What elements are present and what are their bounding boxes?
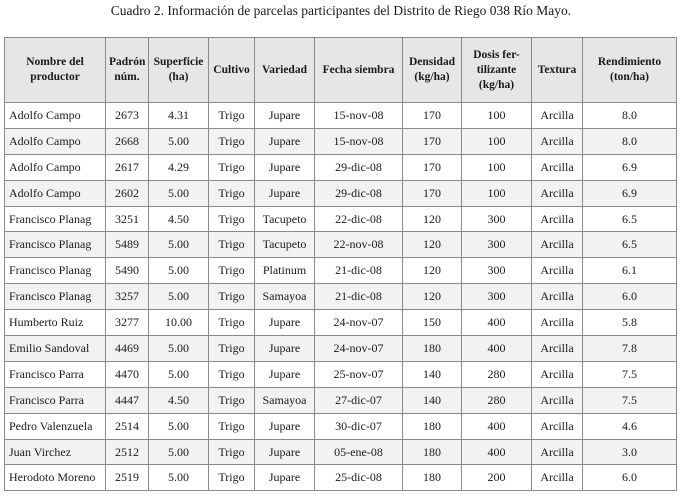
cell-densidad: 180 [403,336,462,362]
cell-densidad: 170 [403,128,462,154]
header-fecha: Fecha siembra [315,38,403,103]
header-row [5,38,677,103]
cell-nombre: Pedro Valenzuela [5,413,106,439]
table-row [5,128,677,154]
cell-dosis: 300 [462,258,532,284]
cell-textura: Arcilla [532,465,583,491]
table-row [5,258,677,284]
cell-densidad: 170 [403,103,462,129]
cell-padron: 3277 [106,310,149,336]
cell-variedad: Samayoa [255,387,315,413]
cell-nombre: Adolfo Campo [5,128,106,154]
cell-padron: 5490 [106,258,149,284]
header-variedad: Variedad [255,38,315,103]
cell-densidad: 180 [403,465,462,491]
cell-densidad: 140 [403,387,462,413]
cell-rendimiento: 8.0 [583,103,677,129]
cell-densidad: 180 [403,413,462,439]
cell-fecha: 05-ene-08 [315,439,403,465]
cell-fecha: 27-dic-07 [315,387,403,413]
cell-densidad: 120 [403,206,462,232]
cell-padron: 3251 [106,206,149,232]
cell-textura: Arcilla [532,361,583,387]
cell-variedad: Jupare [255,103,315,129]
cell-superficie: 4.50 [149,206,209,232]
cell-cultivo: Trigo [209,310,255,336]
cell-nombre: Francisco Planag [5,258,106,284]
cell-cultivo: Trigo [209,154,255,180]
cell-superficie: 5.00 [149,180,209,206]
cell-cultivo: Trigo [209,284,255,310]
cell-variedad: Tacupeto [255,206,315,232]
cell-superficie: 10.00 [149,310,209,336]
cell-nombre: Francisco Parra [5,387,106,413]
cell-cultivo: Trigo [209,336,255,362]
cell-variedad: Jupare [255,180,315,206]
cell-nombre: Francisco Planag [5,206,106,232]
cell-nombre: Francisco Planag [5,284,106,310]
cell-rendimiento: 5.8 [583,310,677,336]
cell-rendimiento: 6.5 [583,206,677,232]
cell-textura: Arcilla [532,128,583,154]
cell-dosis: 400 [462,413,532,439]
cell-dosis: 300 [462,206,532,232]
table-row [5,180,677,206]
cell-fecha: 22-nov-08 [315,232,403,258]
cell-nombre: Francisco Planag [5,232,106,258]
cell-cultivo: Trigo [209,361,255,387]
cell-densidad: 170 [403,180,462,206]
cell-cultivo: Trigo [209,258,255,284]
cell-nombre: Emilio Sandoval [5,336,106,362]
cell-dosis: 300 [462,232,532,258]
cell-padron: 2512 [106,439,149,465]
cell-fecha: 29-dic-08 [315,180,403,206]
cell-fecha: 25-nov-07 [315,361,403,387]
header-nombre: Nombre del productor [5,38,106,103]
cell-rendimiento: 6.1 [583,258,677,284]
cell-superficie: 5.00 [149,128,209,154]
cell-variedad: Platinum [255,258,315,284]
cell-fecha: 24-nov-07 [315,336,403,362]
cell-textura: Arcilla [532,387,583,413]
cell-nombre: Juan Virchez [5,439,106,465]
cell-textura: Arcilla [532,103,583,129]
cell-textura: Arcilla [532,258,583,284]
cell-cultivo: Trigo [209,206,255,232]
cell-dosis: 300 [462,284,532,310]
cell-cultivo: Trigo [209,103,255,129]
cell-rendimiento: 6.5 [583,232,677,258]
cell-variedad: Jupare [255,336,315,362]
header-textura: Textura [532,38,583,103]
cell-variedad: Jupare [255,310,315,336]
cell-fecha: 30-dic-07 [315,413,403,439]
cell-cultivo: Trigo [209,439,255,465]
cell-rendimiento: 6.0 [583,284,677,310]
cell-superficie: 4.50 [149,387,209,413]
cell-fecha: 24-nov-07 [315,310,403,336]
cell-padron: 5489 [106,232,149,258]
cell-superficie: 5.00 [149,258,209,284]
cell-dosis: 100 [462,154,532,180]
table-row [5,206,677,232]
table-row [5,387,677,413]
cell-fecha: 29-dic-08 [315,154,403,180]
table-row [5,284,677,310]
cell-superficie: 5.00 [149,465,209,491]
cell-fecha: 15-nov-08 [315,103,403,129]
cell-cultivo: Trigo [209,413,255,439]
table-caption: Cuadro 2. Información de parcelas participantes del Distrito de Riego 038 Río Mayo. [110,3,572,18]
cell-cultivo: Trigo [209,232,255,258]
cell-superficie: 4.31 [149,103,209,129]
cell-nombre: Adolfo Campo [5,154,106,180]
cell-superficie: 5.00 [149,361,209,387]
header-superficie: Superficie (ha) [149,38,209,103]
cell-padron: 2519 [106,465,149,491]
cell-rendimiento: 7.8 [583,336,677,362]
cell-densidad: 150 [403,310,462,336]
cell-dosis: 400 [462,336,532,362]
cell-superficie: 5.00 [149,439,209,465]
cell-textura: Arcilla [532,232,583,258]
header-densidad: Densidad (kg/ha) [403,38,462,103]
table-row [5,232,677,258]
cell-textura: Arcilla [532,439,583,465]
cell-variedad: Tacupeto [255,232,315,258]
cell-superficie: 5.00 [149,232,209,258]
cell-fecha: 15-nov-08 [315,128,403,154]
cell-variedad: Jupare [255,465,315,491]
cell-padron: 2668 [106,128,149,154]
cell-rendimiento: 6.9 [583,154,677,180]
cell-fecha: 21-dic-08 [315,284,403,310]
cell-cultivo: Trigo [209,387,255,413]
cell-textura: Arcilla [532,284,583,310]
cell-fecha: 22-dic-08 [315,206,403,232]
cell-padron: 2602 [106,180,149,206]
cell-padron: 2673 [106,103,149,129]
cell-textura: Arcilla [532,154,583,180]
table-row [5,336,677,362]
table-row [5,413,677,439]
cell-cultivo: Trigo [209,180,255,206]
cell-padron: 4470 [106,361,149,387]
cell-variedad: Jupare [255,361,315,387]
cell-superficie: 4.29 [149,154,209,180]
parcels-table [4,37,677,491]
cell-padron: 3257 [106,284,149,310]
cell-densidad: 170 [403,154,462,180]
header-cultivo: Cultivo [209,38,255,103]
cell-rendimiento: 8.0 [583,128,677,154]
cell-dosis: 100 [462,103,532,129]
cell-rendimiento: 7.5 [583,361,677,387]
cell-padron: 2514 [106,413,149,439]
cell-densidad: 120 [403,232,462,258]
cell-densidad: 140 [403,361,462,387]
cell-variedad: Jupare [255,154,315,180]
cell-textura: Arcilla [532,413,583,439]
table-row [5,465,677,491]
cell-dosis: 400 [462,310,532,336]
cell-rendimiento: 3.0 [583,439,677,465]
cell-superficie: 5.00 [149,336,209,362]
cell-rendimiento: 6.9 [583,180,677,206]
cell-rendimiento: 4.6 [583,413,677,439]
cell-rendimiento: 7.5 [583,387,677,413]
cell-dosis: 200 [462,465,532,491]
cell-variedad: Jupare [255,439,315,465]
header-rendimiento: Rendimiento (ton/ha) [583,38,677,103]
header-padron: Padrón núm. [106,38,149,103]
cell-textura: Arcilla [532,310,583,336]
header-dosis: Dosis fer- tilizante (kg/ha) [462,38,532,103]
table-row [5,361,677,387]
table-row [5,310,677,336]
cell-rendimiento: 6.0 [583,465,677,491]
cell-nombre: Humberto Ruiz [5,310,106,336]
table-row [5,154,677,180]
cell-variedad: Jupare [255,128,315,154]
cell-nombre: Adolfo Campo [5,180,106,206]
cell-variedad: Samayoa [255,284,315,310]
cell-nombre: Adolfo Campo [5,103,106,129]
table-row [5,103,677,129]
cell-densidad: 120 [403,284,462,310]
cell-dosis: 280 [462,387,532,413]
cell-nombre: Herodoto Moreno [5,465,106,491]
cell-superficie: 5.00 [149,284,209,310]
cell-densidad: 120 [403,258,462,284]
cell-densidad: 180 [403,439,462,465]
cell-cultivo: Trigo [209,465,255,491]
cell-textura: Arcilla [532,206,583,232]
cell-textura: Arcilla [532,336,583,362]
cell-padron: 4447 [106,387,149,413]
cell-variedad: Jupare [255,413,315,439]
cell-dosis: 280 [462,361,532,387]
table-row [5,439,677,465]
cell-padron: 2617 [106,154,149,180]
cell-superficie: 5.00 [149,413,209,439]
cell-cultivo: Trigo [209,128,255,154]
cell-dosis: 100 [462,180,532,206]
cell-dosis: 100 [462,128,532,154]
cell-padron: 4469 [106,336,149,362]
cell-dosis: 400 [462,439,532,465]
cell-fecha: 21-dic-08 [315,258,403,284]
cell-nombre: Francisco Parra [5,361,106,387]
cell-textura: Arcilla [532,180,583,206]
cell-fecha: 25-dic-08 [315,465,403,491]
